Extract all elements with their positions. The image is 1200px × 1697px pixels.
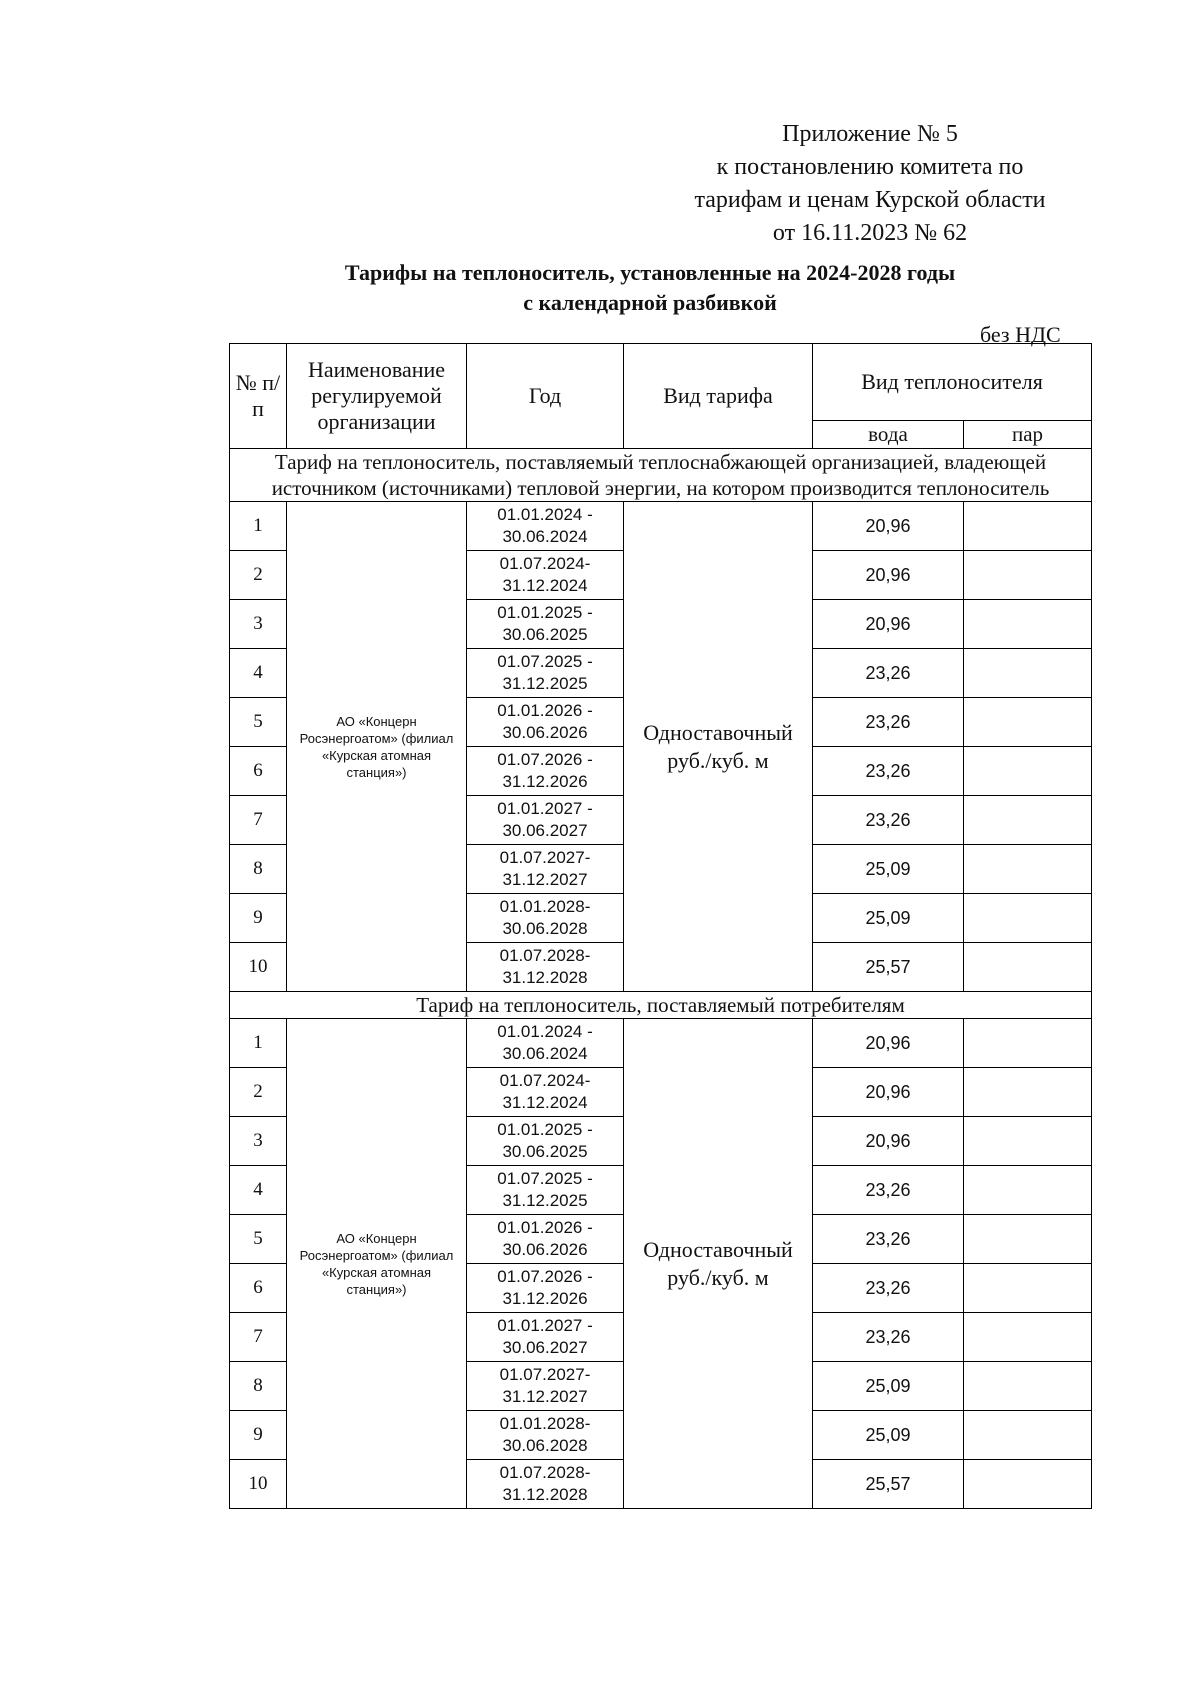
row-number: 10	[230, 943, 287, 992]
period-cell: 01.07.2026 - 31.12.2026	[467, 747, 624, 796]
period-cell: 01.07.2028- 31.12.2028	[467, 943, 624, 992]
row-number: 3	[230, 1117, 287, 1166]
row-number: 5	[230, 1215, 287, 1264]
water-tariff-value: 23,26	[813, 747, 964, 796]
water-tariff-value: 20,96	[813, 600, 964, 649]
steam-tariff-value	[964, 1215, 1092, 1264]
period-cell: 01.07.2028- 31.12.2028	[467, 1460, 624, 1509]
steam-tariff-value	[964, 1019, 1092, 1068]
water-tariff-value: 25,57	[813, 1460, 964, 1509]
water-tariff-value: 25,57	[813, 943, 964, 992]
steam-tariff-value	[964, 649, 1092, 698]
steam-tariff-value	[964, 1313, 1092, 1362]
steam-tariff-value	[964, 1264, 1092, 1313]
steam-tariff-value	[964, 845, 1092, 894]
steam-tariff-value	[964, 943, 1092, 992]
row-number: 6	[230, 747, 287, 796]
header-num: № п/п	[230, 344, 287, 449]
period-cell: 01.01.2026 - 30.06.2026	[467, 698, 624, 747]
period-cell: 01.07.2027- 31.12.2027	[467, 845, 624, 894]
steam-tariff-value	[964, 502, 1092, 551]
title-line-1: Тарифы на теплоноситель, установленные на 2024-2028 годы	[344, 260, 956, 285]
appendix-line-2: к постановлению комитета по	[716, 154, 1024, 180]
row-number: 7	[230, 1313, 287, 1362]
steam-tariff-value	[964, 1068, 1092, 1117]
period-cell: 01.01.2025 - 30.06.2025	[467, 1117, 624, 1166]
row-number: 9	[230, 1411, 287, 1460]
steam-tariff-value	[964, 551, 1092, 600]
header-carrier: Вид теплоносителя	[813, 344, 1092, 421]
appendix-line-1: Приложение № 5	[782, 121, 958, 147]
row-number: 3	[230, 600, 287, 649]
water-tariff-value: 23,26	[813, 1264, 964, 1313]
appendix-block	[640, 118, 1100, 250]
steam-tariff-value	[964, 1117, 1092, 1166]
vat-note: без НДС	[980, 322, 1061, 347]
water-tariff-value: 20,96	[813, 1068, 964, 1117]
water-tariff-value: 23,26	[813, 796, 964, 845]
header-year: Год	[467, 344, 624, 449]
period-cell: 01.01.2025 - 30.06.2025	[467, 600, 624, 649]
header-tariff-type: Вид тарифа	[624, 344, 813, 449]
tariff-type: Одноставочный руб./куб. м	[624, 1019, 813, 1509]
period-cell: 01.01.2024 - 30.06.2024	[467, 502, 624, 551]
row-number: 5	[230, 698, 287, 747]
organization-name: АО «Концерн Росэнергоатом» (филиал «Курская атомная станция»)	[287, 1019, 467, 1509]
row-number: 7	[230, 796, 287, 845]
period-cell: 01.01.2028- 30.06.2028	[467, 1411, 624, 1460]
header-water: вода	[813, 421, 964, 449]
table-row	[230, 1019, 1092, 1068]
steam-tariff-value	[964, 747, 1092, 796]
period-cell: 01.07.2024- 31.12.2024	[467, 1068, 624, 1117]
section-title: Тариф на теплоноситель, поставляемый теплоснабжающей организацией, владеющей источником (источниками) тепловой энергии, на котором производится теплоноситель	[230, 449, 1092, 502]
period-cell: 01.07.2025 - 31.12.2025	[467, 1166, 624, 1215]
water-tariff-value: 25,09	[813, 894, 964, 943]
period-cell: 01.07.2025 - 31.12.2025	[467, 649, 624, 698]
water-tariff-value: 20,96	[813, 551, 964, 600]
period-cell: 01.07.2027- 31.12.2027	[467, 1362, 624, 1411]
row-number: 6	[230, 1264, 287, 1313]
water-tariff-value: 20,96	[813, 1117, 964, 1166]
steam-tariff-value	[964, 796, 1092, 845]
period-cell: 01.01.2026 - 30.06.2026	[467, 1215, 624, 1264]
period-cell: 01.01.2028- 30.06.2028	[467, 894, 624, 943]
steam-tariff-value	[964, 698, 1092, 747]
water-tariff-value: 20,96	[813, 502, 964, 551]
water-tariff-value: 25,09	[813, 845, 964, 894]
row-number: 2	[230, 551, 287, 600]
row-number: 10	[230, 1460, 287, 1509]
row-number: 9	[230, 894, 287, 943]
row-number: 2	[230, 1068, 287, 1117]
row-number: 1	[230, 1019, 287, 1068]
steam-tariff-value	[964, 1362, 1092, 1411]
water-tariff-value: 25,09	[813, 1411, 964, 1460]
water-tariff-value: 20,96	[813, 1019, 964, 1068]
row-number: 8	[230, 845, 287, 894]
header-steam: пар	[964, 421, 1092, 449]
row-number: 1	[230, 502, 287, 551]
water-tariff-value: 23,26	[813, 649, 964, 698]
steam-tariff-value	[964, 600, 1092, 649]
appendix-line-3: тарифам и ценам Курской области	[694, 187, 1046, 213]
appendix-line-4: от 16.11.2023 № 62	[772, 220, 968, 246]
water-tariff-value: 23,26	[813, 1166, 964, 1215]
header-org: Наименование регулируемой организации	[287, 344, 467, 449]
row-number: 4	[230, 649, 287, 698]
period-cell: 01.01.2024 - 30.06.2024	[467, 1019, 624, 1068]
section-title: Тариф на теплоноситель, поставляемый потребителям	[230, 992, 1092, 1019]
period-cell: 01.01.2027 - 30.06.2027	[467, 1313, 624, 1362]
document-title	[220, 258, 1080, 318]
table-body	[230, 449, 1092, 1509]
period-cell: 01.07.2024- 31.12.2024	[467, 551, 624, 600]
tariff-table	[229, 343, 1092, 1509]
water-tariff-value: 25,09	[813, 1362, 964, 1411]
title-line-2: с календарной разбивкой	[523, 290, 777, 315]
organization-name: АО «Концерн Росэнергоатом» (филиал «Курская атомная станция»)	[287, 502, 467, 992]
steam-tariff-value	[964, 1166, 1092, 1215]
table-row	[230, 502, 1092, 551]
period-cell: 01.01.2027 - 30.06.2027	[467, 796, 624, 845]
steam-tariff-value	[964, 894, 1092, 943]
water-tariff-value: 23,26	[813, 1313, 964, 1362]
steam-tariff-value	[964, 1460, 1092, 1509]
row-number: 4	[230, 1166, 287, 1215]
row-number: 8	[230, 1362, 287, 1411]
steam-tariff-value	[964, 1411, 1092, 1460]
tariff-type: Одноставочный руб./куб. м	[624, 502, 813, 992]
period-cell: 01.07.2026 - 31.12.2026	[467, 1264, 624, 1313]
water-tariff-value: 23,26	[813, 1215, 964, 1264]
water-tariff-value: 23,26	[813, 698, 964, 747]
